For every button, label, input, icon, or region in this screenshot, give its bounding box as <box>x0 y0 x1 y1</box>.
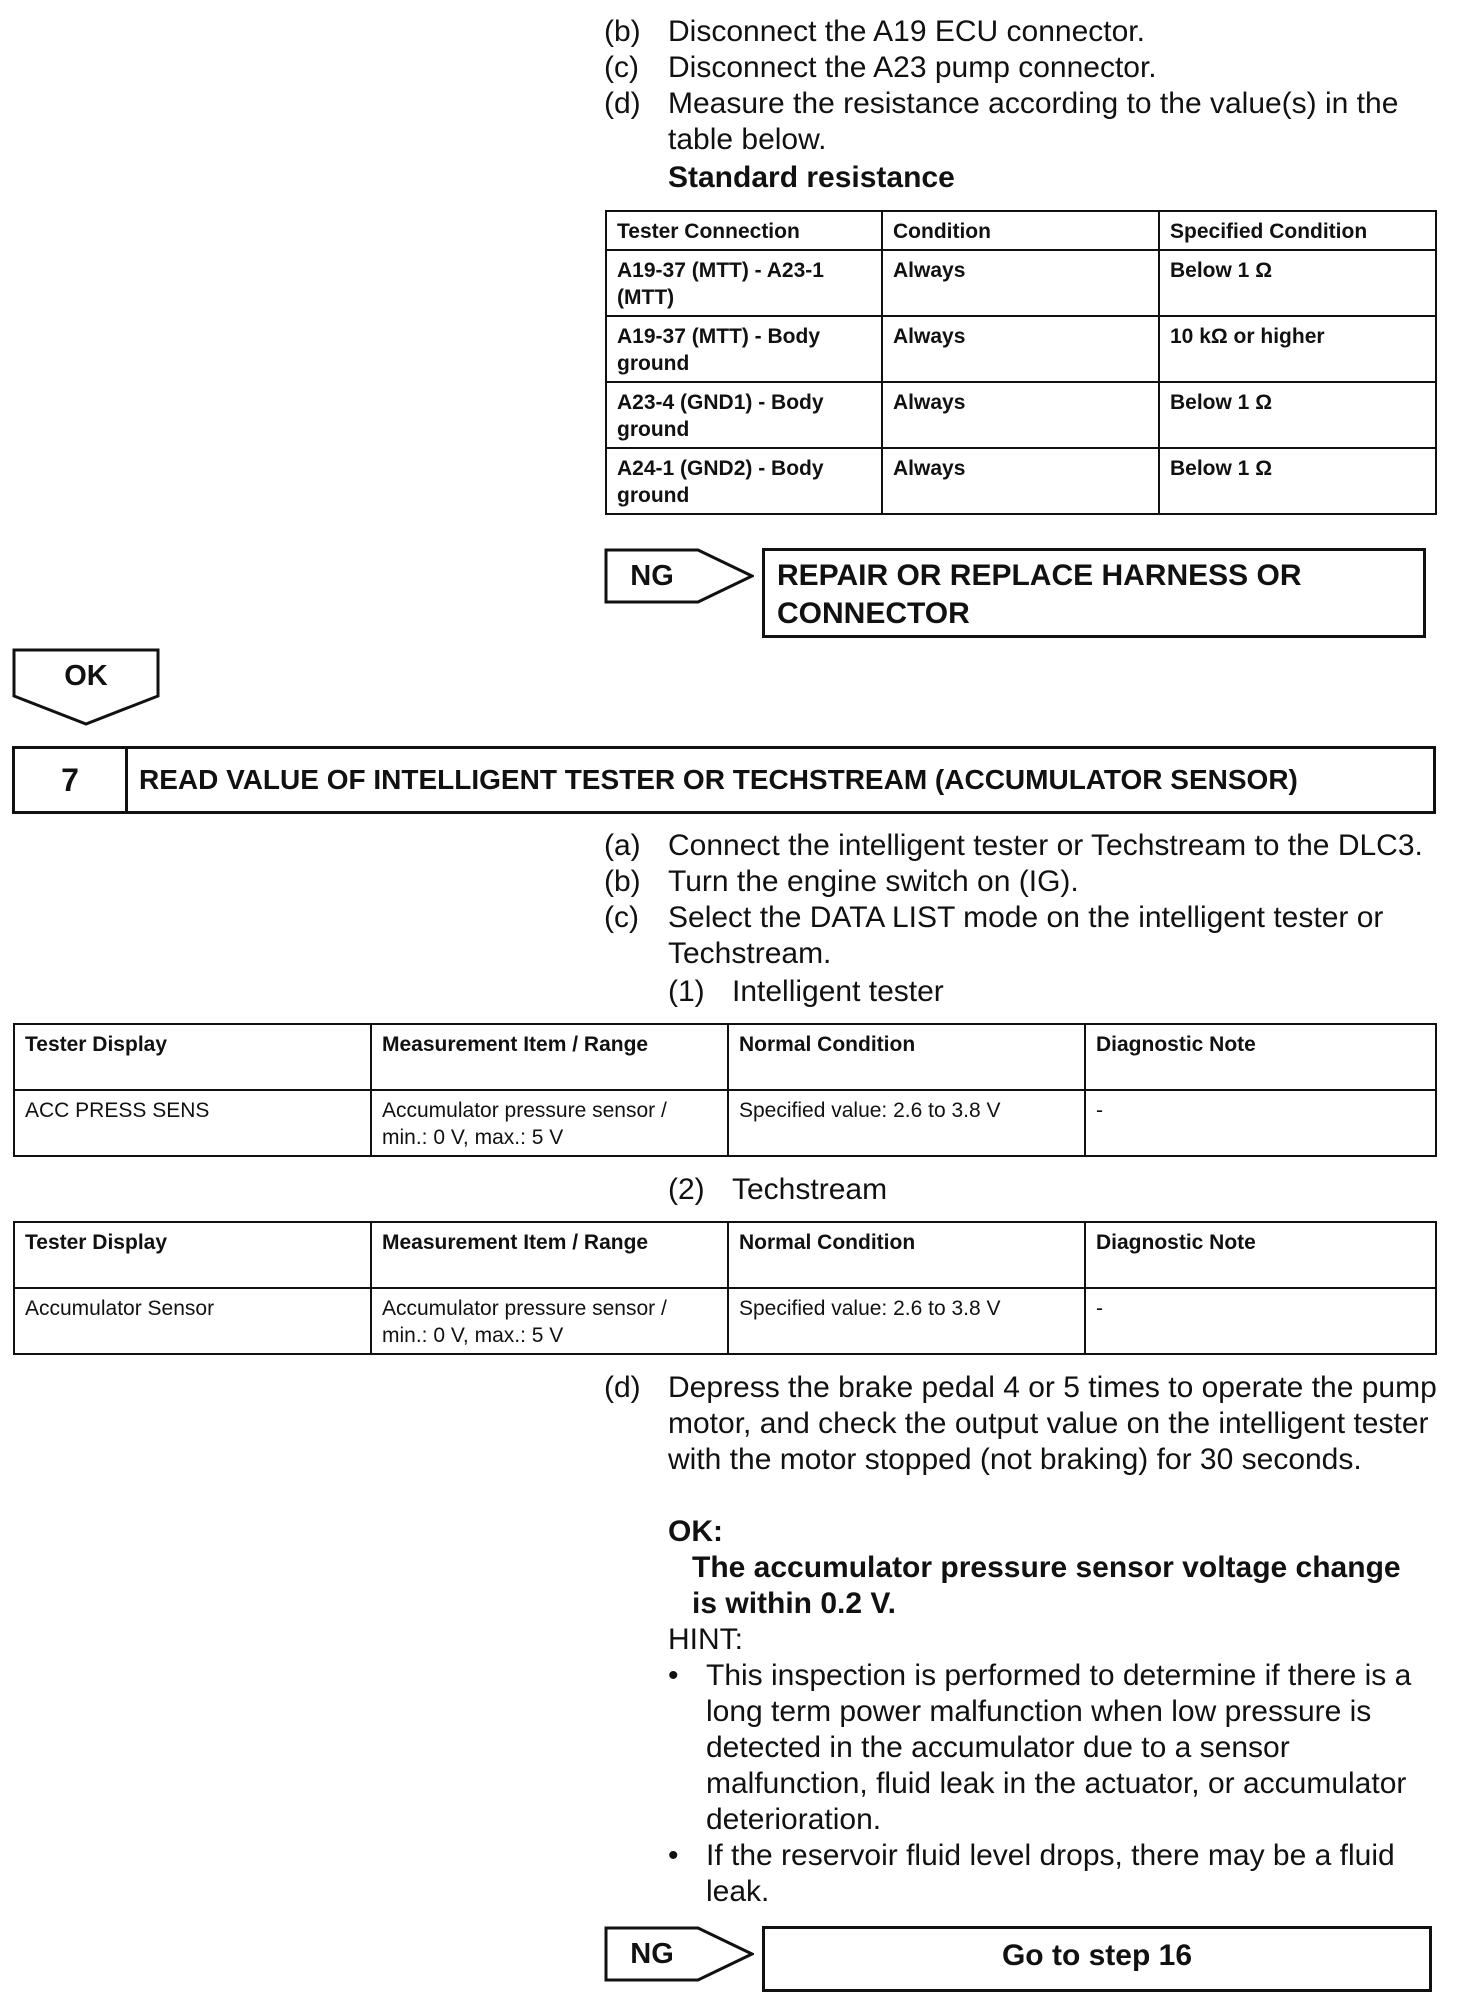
table-cell: Accumulator Sensor <box>14 1288 371 1354</box>
table-cell: Always <box>882 448 1159 514</box>
step-b <box>604 14 1464 50</box>
table-header-cell: Measurement Item / Range <box>371 1222 728 1288</box>
ok-tag <box>12 648 160 726</box>
step-text: Turn the engine switch on (IG). <box>668 865 1079 898</box>
step-text: Connect the intelligent tester or Techstream to the DLC3. <box>668 829 1423 862</box>
ng-result-box <box>762 1926 1432 1992</box>
table-cell: Below 1 Ω <box>1159 250 1436 316</box>
go-to-step-link[interactable]: Go to step 16 <box>1001 1939 1193 1972</box>
step-label: (b) <box>604 865 641 898</box>
table-cell: A23-4 (GND1) - Body ground <box>606 382 882 448</box>
section-title: READ VALUE OF INTELLIGENT TESTER OR TECHSTREAM (ACCUMULATOR SENSOR) <box>139 764 1298 795</box>
table-cell: ACC PRESS SENS <box>14 1090 371 1156</box>
sub-step-text: Intelligent tester <box>732 975 944 1008</box>
hint-text: This inspection is performed to determine if there is a long term power malfunction when low pressure is detected in the accumulator due to a sensor malfunction, fluid leak in the actuator, or accumulator deterioration. <box>706 1659 1412 1836</box>
ng-result-box <box>762 548 1426 638</box>
table-header-cell: Tester Connection <box>606 211 882 250</box>
table-cell: Specified value: 2.6 to 3.8 V <box>728 1090 1085 1156</box>
table-header-cell: Diagnostic Note <box>1085 1222 1436 1288</box>
table-header-cell: Condition <box>882 211 1159 250</box>
table-header-row <box>14 1222 1436 1288</box>
ok-heading: OK: <box>668 1515 723 1548</box>
step-text: Disconnect the A19 ECU connector. <box>668 15 1145 48</box>
step-a <box>604 828 1464 864</box>
table-row <box>606 382 1436 448</box>
hint-label: HINT: <box>668 1623 743 1656</box>
ng-tag: NG <box>630 560 674 592</box>
table-row <box>606 250 1436 316</box>
section-7-header <box>12 746 1436 814</box>
table-row <box>606 316 1436 382</box>
table-header-cell: Tester Display <box>14 1222 371 1288</box>
table-header-cell: Normal Condition <box>728 1222 1085 1288</box>
ok-label: OK <box>64 660 108 692</box>
table-cell: Below 1 Ω <box>1159 382 1436 448</box>
table-header-cell: Measurement Item / Range <box>371 1024 728 1090</box>
step-text: Measure the resistance according to the value(s) in the table below. <box>668 87 1399 156</box>
sub-step-2 <box>668 1172 1268 1208</box>
step-text: Select the DATA LIST mode on the intelligent tester or Techstream. <box>668 901 1384 970</box>
table-cell: Always <box>882 250 1159 316</box>
hint-text: If the reservoir fluid level drops, there may be a fluid leak. <box>706 1839 1395 1908</box>
section-number: 7 <box>15 749 128 811</box>
ok-criteria: The accumulator pressure sensor voltage change is within 0.2 V. <box>692 1551 1401 1620</box>
sub-step-1 <box>668 974 1268 1010</box>
table-header-row <box>606 211 1436 250</box>
step-text: Disconnect the A23 pump connector. <box>668 51 1157 84</box>
step-b2 <box>604 864 1464 900</box>
resistance-table <box>605 210 1437 515</box>
standard-resistance-heading: Standard resistance <box>668 161 955 194</box>
ng-result-2 <box>604 1926 1436 1992</box>
table-header-row <box>14 1024 1436 1090</box>
table-cell: Below 1 Ω <box>1159 448 1436 514</box>
table-cell: - <box>1085 1090 1436 1156</box>
step-c <box>604 50 1464 86</box>
table-header-cell: Tester Display <box>14 1024 371 1090</box>
step-label: (c) <box>604 901 639 934</box>
techstream-table <box>13 1221 1437 1355</box>
step-label: (d) <box>604 1371 641 1404</box>
table-cell: Accumulator pressure sensor / min.: 0 V, max.: 5 V <box>371 1288 728 1354</box>
step-label: (c) <box>604 51 639 84</box>
ng-result-text: REPAIR OR REPLACE HARNESS OR CONNECTOR <box>777 559 1302 630</box>
step-d-brake <box>604 1370 1440 1514</box>
table-cell: Specified value: 2.6 to 3.8 V <box>728 1288 1085 1354</box>
step-label: (a) <box>604 829 641 862</box>
table-header-cell: Specified Condition <box>1159 211 1436 250</box>
table-cell: A24-1 (GND2) - Body ground <box>606 448 882 514</box>
sub-step-label: (1) <box>668 975 705 1008</box>
table-row <box>14 1090 1436 1156</box>
intelligent-tester-table <box>13 1023 1437 1157</box>
step-label: (b) <box>604 15 641 48</box>
step-d-measure <box>604 86 1464 158</box>
table-row <box>606 448 1436 514</box>
sub-step-label: (2) <box>668 1173 705 1206</box>
bullet-icon: • <box>668 1839 679 1872</box>
hint-item <box>668 1838 1440 1910</box>
table-row <box>14 1288 1436 1354</box>
step-text: Depress the brake pedal 4 or 5 times to operate the pump motor, and check the output value on the intelligent tester with the motor stopped (not braking) for 30 seconds. <box>668 1371 1437 1476</box>
table-cell: 10 kΩ or higher <box>1159 316 1436 382</box>
step-c2 <box>604 900 1464 972</box>
sub-step-text: Techstream <box>732 1173 888 1206</box>
table-cell: A19-37 (MTT) - A23-1 (MTT) <box>606 250 882 316</box>
step-label: (d) <box>604 87 641 120</box>
table-cell: Always <box>882 316 1159 382</box>
table-cell: Accumulator pressure sensor / min.: 0 V, max.: 5 V <box>371 1090 728 1156</box>
table-header-cell: Diagnostic Note <box>1085 1024 1436 1090</box>
table-header-cell: Normal Condition <box>728 1024 1085 1090</box>
ng-result-1 <box>604 548 1436 648</box>
table-cell: A19-37 (MTT) - Body ground <box>606 316 882 382</box>
table-cell: Always <box>882 382 1159 448</box>
hint-item <box>668 1658 1440 1838</box>
ng-tag: NG <box>630 1938 674 1970</box>
table-cell: - <box>1085 1288 1436 1354</box>
bullet-icon: • <box>668 1659 679 1692</box>
